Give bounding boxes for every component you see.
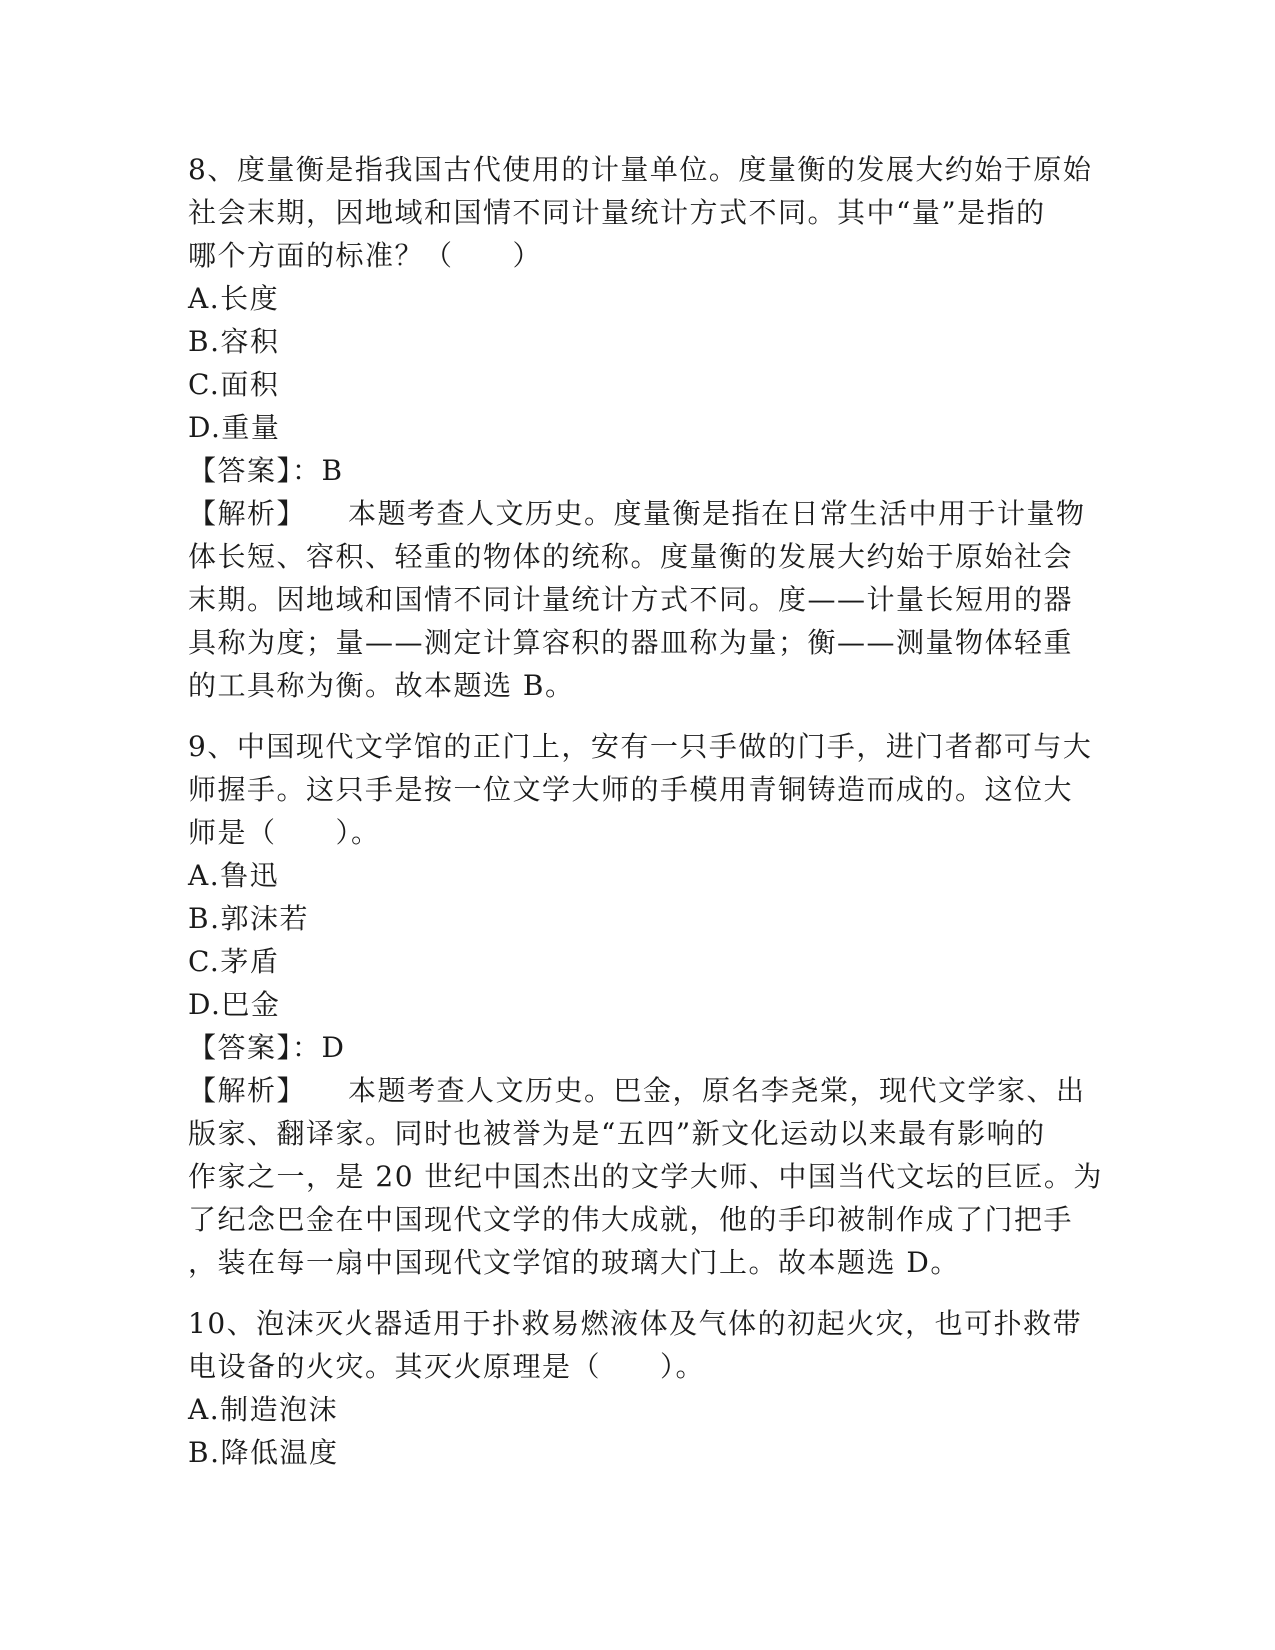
analysis-tag: 【解析】: [188, 1074, 307, 1107]
question-stem-line: 10、泡沫灭火器适用于扑救易燃液体及气体的初起火灾，也可扑救带: [188, 1307, 1083, 1340]
option-d: D.重量: [188, 411, 281, 444]
answer-line: 【答案】：D: [188, 1031, 346, 1064]
question-10: [188, 1302, 1088, 1474]
option-d: D.巴金: [188, 988, 281, 1021]
question-stem-line: 师是（ ）。: [188, 816, 381, 849]
analysis-line: 版家、翻译家。同时也被誉为是“五四”新文化运动以来最有影响的: [188, 1117, 1046, 1150]
option-a: A.制造泡沫: [188, 1393, 339, 1426]
option-b: B.降低温度: [188, 1436, 339, 1469]
question-stem-line: 社会末期，因地域和国情不同计量统计方式不同。其中“量”是指的: [188, 196, 1046, 229]
question-9: [188, 725, 1103, 1284]
analysis-text: 本题考查人文历史。度量衡是指在日常生活中用于计量物: [348, 497, 1086, 530]
analysis-line: 具称为度；量——测定计算容积的器皿称为量；衡——测量物体轻重: [188, 626, 1074, 659]
option-a: A.鲁迅: [188, 859, 280, 892]
question-stem-line: 9、中国现代文学馆的正门上，安有一只手做的门手，进门者都可与大: [188, 730, 1093, 763]
analysis-first-line: [188, 1069, 1088, 1112]
question-stem-line: 电设备的火灾。其灭火原理是（ ）。: [188, 1350, 706, 1383]
analysis-line: 的工具称为衡。故本题选 B。: [188, 669, 575, 702]
option-c: C.面积: [188, 368, 280, 401]
question-stem-line: 哪个方面的标准？（ ）: [188, 239, 543, 272]
document-page: [188, 148, 1103, 1474]
analysis-line: 体长短、容积、轻重的物体的统称。度量衡的发展大约始于原始社会: [188, 540, 1074, 573]
analysis-tag: 【解析】: [188, 497, 307, 530]
question-stem-line: 8、度量衡是指我国古代使用的计量单位。度量衡的发展大约始于原始: [188, 153, 1093, 186]
analysis-line: 作家之一，是 20 世纪中国杰出的文学大师、中国当代文坛的巨匠。为: [188, 1160, 1103, 1193]
analysis-line: 了纪念巴金在中国现代文学的伟大成就，他的手印被制作成了门把手: [188, 1203, 1074, 1236]
analysis-line: ，装在每一扇中国现代文学馆的玻璃大门上。故本题选 D。: [188, 1246, 960, 1279]
analysis-text: 本题考查人文历史。巴金，原名李尧棠，现代文学家、出: [348, 1074, 1086, 1107]
question-stem-line: 师握手。这只手是按一位文学大师的手模用青铜铸造而成的。这位大: [188, 773, 1074, 806]
analysis-line: 末期。因地域和国情不同计量统计方式不同。度——计量长短用的器: [188, 583, 1074, 616]
option-c: C.茅盾: [188, 945, 280, 978]
option-a: A.长度: [188, 282, 280, 315]
option-b: B.郭沫若: [188, 902, 309, 935]
question-8: [188, 148, 1093, 707]
analysis-first-line: [188, 492, 1088, 535]
answer-line: 【答案】：B: [188, 454, 344, 487]
option-b: B.容积: [188, 325, 280, 358]
